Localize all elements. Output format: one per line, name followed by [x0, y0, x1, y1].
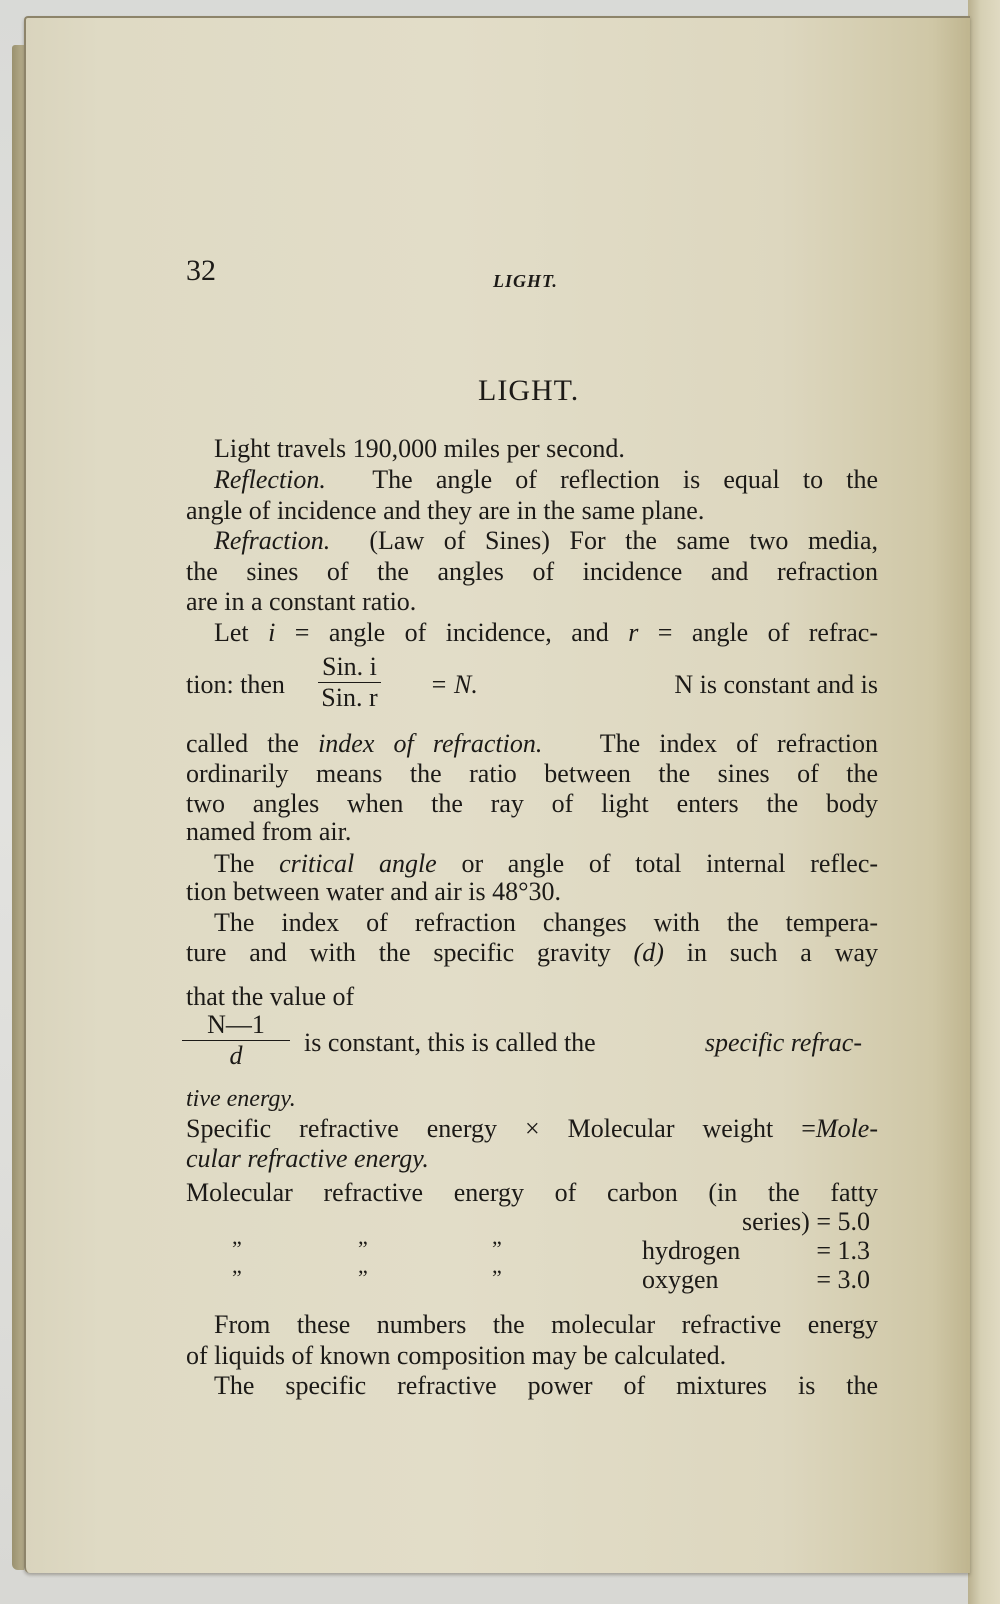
symbol-d: (d) — [633, 938, 664, 967]
paragraph-law-line1 — [186, 618, 878, 648]
text: The specific refractive power of mixtures is the — [214, 1371, 878, 1400]
text: that the value of — [186, 982, 355, 1011]
paragraph-from-numbers-line2 — [186, 1341, 878, 1371]
text: The angle of reflection is equal to the — [372, 465, 879, 494]
paragraph-law-line6 — [186, 817, 878, 847]
equals-n: = N. — [430, 670, 478, 699]
fraction-denominator: Sin. r — [321, 683, 378, 712]
text: named from air. — [186, 817, 352, 846]
paragraph-law-line3 — [186, 729, 878, 759]
text: Molecular refractive energy of carbon (in the fatty — [186, 1178, 878, 1207]
fraction-n-minus-1-over-d — [182, 1010, 290, 1071]
text: are in a constant ratio. — [186, 587, 417, 616]
text: The — [214, 849, 255, 878]
paragraph-specific-line3 — [186, 982, 878, 1012]
paragraph-critical-line1 — [186, 849, 878, 879]
term-critical-angle: critical angle — [279, 849, 437, 878]
carbon-value — [186, 1207, 870, 1237]
text: ordinarily means the ratio between the sines of the — [186, 759, 878, 788]
element-name: hydrogen — [642, 1236, 741, 1265]
text: ture and with the specific gravity — [186, 938, 611, 967]
paragraph-refraction-line1 — [186, 526, 878, 556]
term-molecular-refractive-energy: cular refractive energy. — [186, 1144, 429, 1173]
running-head: LIGHT. — [493, 271, 558, 291]
text: The index of refraction changes with the tempera- — [214, 908, 878, 937]
text: called the — [186, 729, 299, 758]
paragraph-law-line4 — [186, 759, 878, 789]
element-name: oxygen — [642, 1265, 719, 1294]
text: tion between water and air is 48°30. — [186, 877, 562, 906]
ditto-mark: ” — [492, 1265, 502, 1290]
section-title: LIGHT. — [478, 374, 580, 407]
term-mole: Mole- — [815, 1114, 878, 1143]
paragraph-refraction-line2 — [186, 557, 878, 587]
table-row-oxygen — [186, 1265, 870, 1295]
ditto-mark: ” — [232, 1265, 242, 1290]
fraction-denominator: d — [229, 1041, 243, 1070]
term-tive-energy: tive energy. — [186, 1086, 296, 1112]
text: The index of refraction — [599, 729, 878, 758]
text: Specific refractive energy × Molecular weight = — [186, 1114, 816, 1143]
paragraph-critical-line2 — [186, 877, 878, 907]
page-stack-edge — [12, 45, 24, 1570]
text: series) = 5.0 — [741, 1207, 870, 1236]
text: = angle of refrac- — [657, 618, 878, 647]
text: in such a way — [686, 938, 879, 967]
text: (Law of Sines) For the same two media, — [369, 526, 878, 555]
formula-line — [186, 652, 878, 712]
term-index-of-refraction: index of refraction. — [318, 729, 543, 758]
paragraph-from-numbers-line1 — [186, 1310, 878, 1340]
table-row-hydrogen — [186, 1236, 870, 1266]
text: N is constant and is — [674, 670, 878, 699]
formula-specific — [182, 1010, 878, 1072]
element-value: = 1.3 — [816, 1236, 870, 1265]
page-number: 32 — [186, 254, 216, 287]
text: Let — [214, 618, 249, 647]
ditto-mark: ” — [358, 1265, 368, 1290]
text: the sines of the angles of incidence and refraction — [186, 557, 878, 586]
symbol-i: i — [268, 618, 276, 647]
paragraph-reflection-line2 — [186, 496, 878, 526]
ditto-mark: ” — [492, 1236, 502, 1261]
facing-page-edge — [968, 0, 1000, 1604]
text: Light travels 190,000 miles per second. — [214, 434, 625, 463]
text: tion: then — [186, 670, 285, 699]
paragraph-specific-line1 — [186, 908, 878, 938]
text: From these numbers the molecular refractive energy — [214, 1310, 878, 1339]
text: = angle of incidence, and — [294, 618, 609, 647]
paragraph-specific-line5 — [186, 1084, 878, 1114]
paragraph-molecular-line2 — [186, 1144, 878, 1174]
fraction-numerator: Sin. i — [318, 652, 381, 683]
fraction-numerator: N—1 — [182, 1010, 290, 1041]
text: angle of incidence and they are in the same plane. — [186, 496, 705, 525]
paragraph-mixtures-line1 — [186, 1371, 878, 1401]
paragraph-law-line5 — [186, 789, 878, 819]
paragraph-speed-of-light — [186, 434, 878, 464]
fraction-sin-ratio — [318, 652, 381, 713]
text: of liquids of known composition may be calculated. — [186, 1341, 727, 1370]
paragraph-molecular-line1 — [186, 1114, 878, 1144]
text: two angles when the ray of light enters the body — [186, 789, 878, 818]
paragraph-reflection-line1 — [186, 465, 878, 495]
ditto-mark: ” — [232, 1236, 242, 1261]
paragraph-carbon-line1 — [186, 1178, 878, 1208]
element-value: = 3.0 — [816, 1265, 870, 1294]
ditto-mark: ” — [358, 1236, 368, 1261]
term-refraction: Refraction. — [214, 526, 331, 555]
paragraph-specific-line2 — [186, 938, 878, 968]
text: or angle of total internal reflec- — [461, 849, 879, 878]
paragraph-refraction-line3 — [186, 587, 878, 617]
text: is constant, this is called the — [304, 1028, 596, 1057]
term-specific-refractive: specific refrac- — [704, 1028, 862, 1057]
term-reflection: Reflection. — [214, 465, 326, 494]
symbol-r: r — [628, 618, 639, 647]
